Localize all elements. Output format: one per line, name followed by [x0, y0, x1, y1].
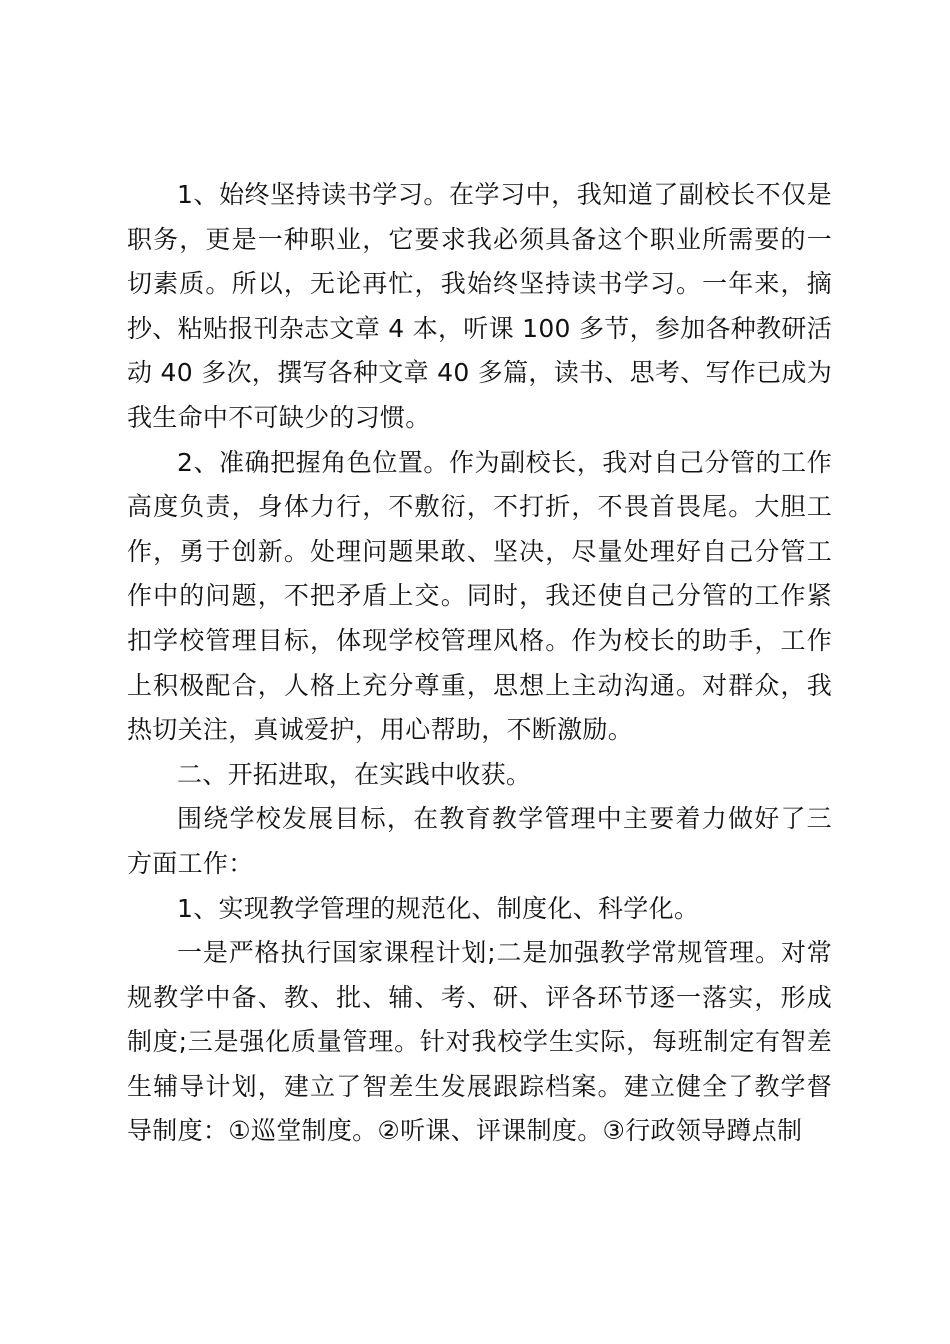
document-body: [127, 173, 832, 1154]
section-heading-practice: 二、开拓进取，在实践中收获。: [177, 759, 532, 789]
subheading-teaching-management: 1、实现教学管理的规范化、制度化、科学化。: [177, 893, 700, 923]
paragraph-reading-study: 1、始终坚持读书学习。在学习中，我知道了副校长不仅是职务，更是一种职业，它要求我必须具备这个职业所需要的一切素质。所以，无论再忙，我始终坚持读书学习。一年来，摘抄、粘贴报刊杂志文章 4 本，听课 100 多节，参加各种教研活动 40 多次，撰写各种文章 40 多篇，读书、思考、写作已成为我生命中不可缺少的习惯。: [127, 180, 833, 432]
paragraph-teaching-measures: 一是严格执行国家课程计划;二是加强教学常规管理。对常规教学中备、教、批、辅、考、研、评各环节逐一落实，形成制度;三是强化质量管理。针对我校学生实际，每班制定有智差生辅导计划，建立了智差生发展跟踪档案。建立健全了教学督导制度：①巡堂制度。②听课、评课制度。③行政领导蹲点制: [127, 938, 832, 1146]
paragraph-role-position: 2、准确把握角色位置。作为副校长，我对自己分管的工作高度负责，身体力行，不敷衍，不打折，不畏首畏尾。大胆工作，勇于创新。处理问题果敢、坚决，尽量处理好自己分管工作中的问题，不把矛盾上交。同时，我还使自己分管的工作紧扣学校管理目标，体现学校管理风格。作为校长的助手，工作上积极配合，人格上充分尊重，思想上主动沟通。对群众，我热切关注，真诚爱护，用心帮助，不断激励。: [127, 447, 832, 745]
paragraph-development-goals: 围绕学校发展目标，在教育教学管理中主要着力做好了三方面工作：: [127, 804, 832, 878]
